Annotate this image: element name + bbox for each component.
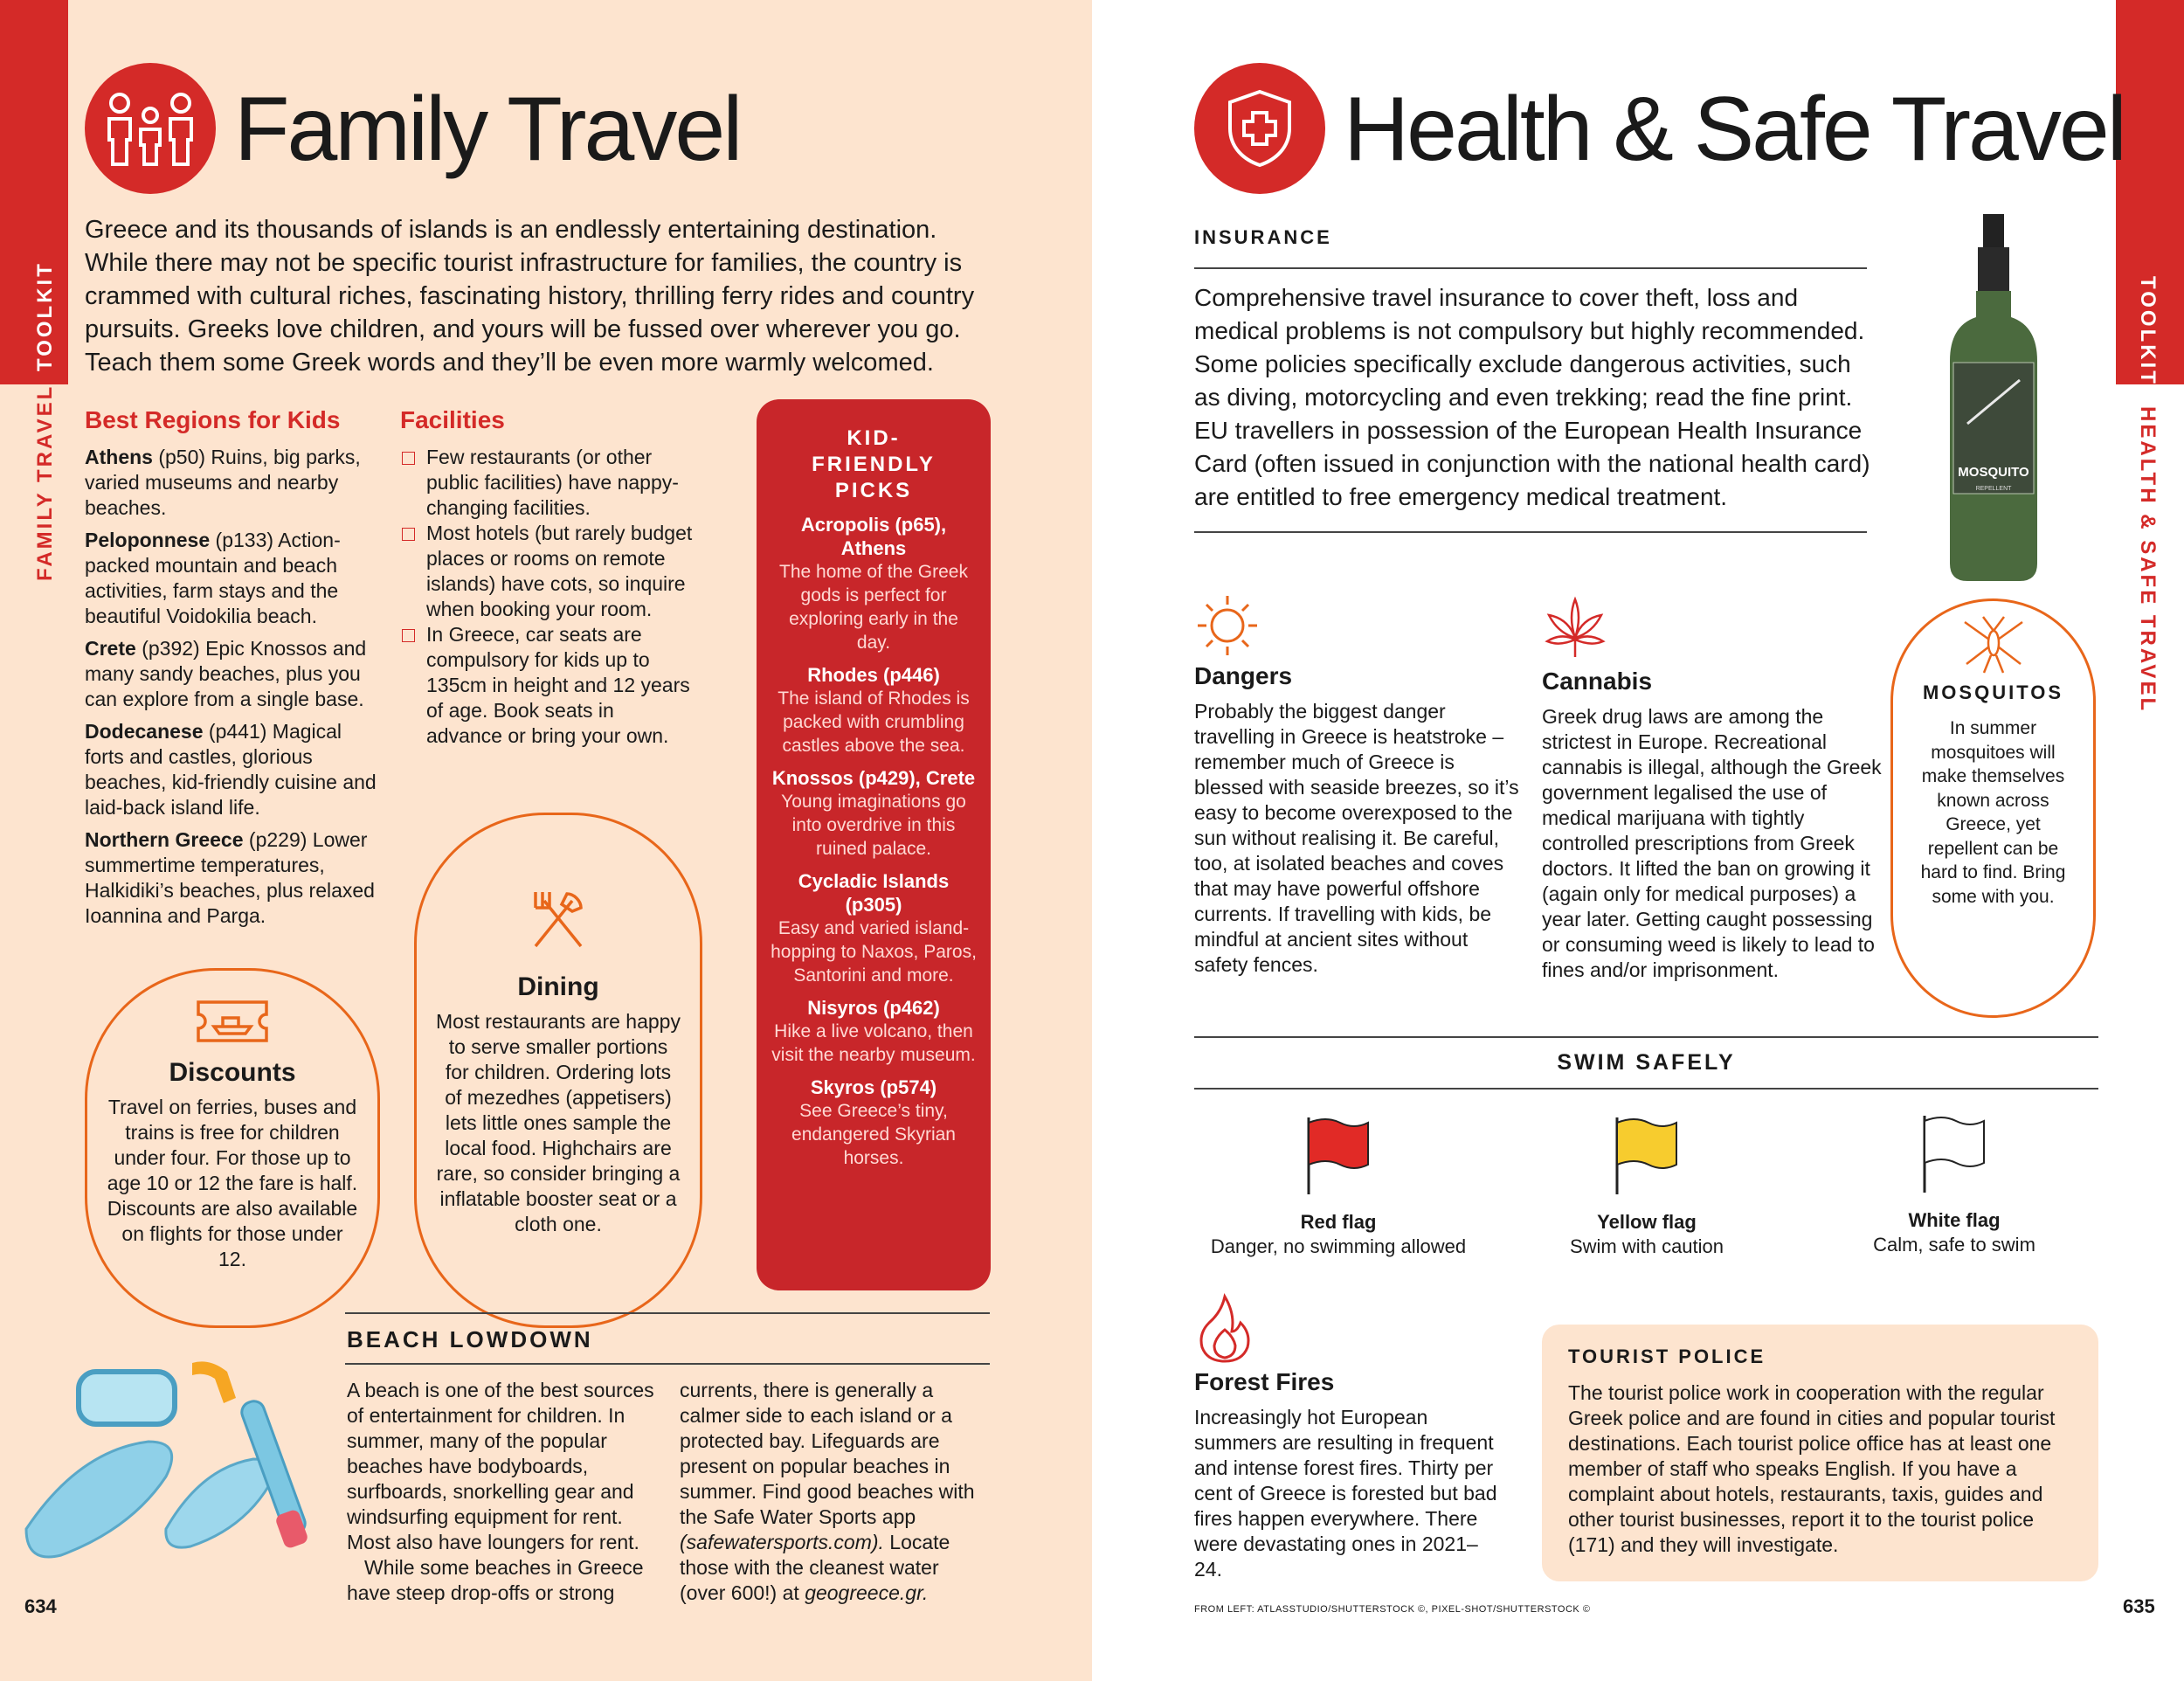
insurance-text: Comprehensive travel insurance to cover theft, loss and medical problems is not compulsory but highly recommended. Some policies specifically exclude dangerous activities, such as diving, motorcycling and even trekking; read the fine print. EU travellers in possession of the European Health Insurance Card (often issued in conjunction with the national health card) are entitled to free emergency medical treatment.	[1194, 284, 1870, 510]
pick-name: Rhodes (p446)	[807, 664, 940, 686]
mosquitos-pill	[1890, 598, 2096, 1018]
insurance-heading: INSURANCE	[1194, 226, 1332, 248]
dangers-text: Probably the biggest danger travelling in Greece is heatstroke – remember much of Greece is blessed with seaside breezes, so it’s easy to become overexposed to the sun without realising it. Be careful, too, at isolated beaches and coves that may have powerful offshore currents. If travelling with kids, be mindful at ancient sites without safety fences.	[1194, 700, 1519, 976]
photo-credit: FROM LEFT: ATLASSTUDIO/SHUTTERSTOCK ©, PIXEL-SHOT/SHUTTERSTOCK ©	[1194, 1604, 1591, 1615]
mosquitos-text: In summer mosquitoes will make themselves known across Greece, yet repellent can be hard to find. Bring some with you.	[1920, 718, 2066, 907]
pick-name: Nisyros (p462)	[807, 997, 940, 1019]
ticket-icon	[193, 995, 272, 1048]
page-title-left: Family Travel	[234, 79, 741, 180]
fires-block	[1194, 1293, 1500, 1582]
page-number-right: 635	[2123, 1595, 2155, 1617]
facility-item: Few restaurants (or other public facilities) have nappy-changing facilities.	[400, 445, 693, 521]
dining-heading: Dining	[517, 972, 599, 1001]
discounts-heading: Discounts	[169, 1058, 296, 1087]
intro-line: Teach them some Greek words and they’ll be even more warmly welcomed.	[85, 349, 934, 377]
region-entry: Crete (p392) Epic Knossos and many sandy beaches, plus you can explore from a single base.	[85, 637, 367, 710]
intro-line: While there may not be specific tourist infrastructure for families, the country is	[85, 249, 963, 277]
region-entry: Athens (p50) Ruins, big parks, varied museums and nearby beaches.	[85, 446, 361, 519]
beach-rule-top	[345, 1312, 990, 1314]
red-flag-item	[1194, 1114, 1482, 1259]
swim-rule-top	[1194, 1036, 2098, 1038]
cannabis-text: Greek drug laws are among the strictest in Europe. Recreational cannabis is illegal, although the Greek government legalised the use of medical marijuana with tightly controlled prescriptions from Greek doctors. It lifted the ban on growing it (again only for medical purposes) a year later. Getting caught possessing or consuming weed is likely to lead to fines and/or imprisonment.	[1542, 705, 1882, 981]
intro-text	[85, 213, 1011, 379]
cannabis-leaf-icon	[1542, 594, 1608, 661]
flag-name: White flag	[1908, 1209, 2001, 1231]
bottle-label: MOSQUITO	[1958, 465, 2029, 480]
flame-icon	[1194, 1293, 1255, 1363]
insurance-rule-top	[1194, 267, 1867, 269]
safewater-link[interactable]: (safewatersports.com).	[680, 1531, 884, 1553]
discounts-text: Travel on ferries, buses and trains is free for children under four. For those up to age 10 or 12 the fare is half. Discounts are also available on flights for those under 12.	[107, 1096, 358, 1270]
regions-heading: Best Regions for Kids	[85, 406, 341, 433]
pick-name: Knossos (p429), Crete	[771, 767, 976, 789]
shield-cross-icon	[1194, 63, 1325, 194]
beach-heading: BEACH LOWDOWN	[347, 1326, 593, 1352]
facility-item: Most hotels (but rarely budget places or rooms on remote islands) have cots, so inquire when booking your room.	[400, 521, 693, 622]
pick-desc: Hike a live volcano, then visit the nearby museum.	[771, 1021, 976, 1065]
pick-name: Acropolis (p65), Athens	[800, 514, 947, 559]
family-icon	[85, 63, 216, 194]
running-head-right: HEALTH & SAFE TRAVEL	[2136, 406, 2160, 714]
facilities-heading: Facilities	[400, 406, 505, 433]
bottle-sublabel: REPELLENT	[1975, 486, 2012, 492]
running-head-left: FAMILY TRAVEL	[33, 384, 57, 581]
flag-desc: Danger, no swimming allowed	[1210, 1235, 1467, 1257]
mosquito-icon	[1954, 608, 2033, 678]
repellent-bottle-photo	[1941, 214, 2046, 581]
toolkit-tab-right	[2116, 0, 2184, 384]
region-entry: Dodecanese (p441) Magical forts and castles, glorious beaches, kid-friendly cuisine and laid-back island life.	[85, 720, 377, 819]
pick-desc: Young imaginations go into overdrive in this ruined palace.	[781, 792, 966, 859]
toolkit-tab-left	[0, 0, 68, 384]
region-entry: Northern Greece (p229) Lower summertime temperatures, Halkidiki’s beaches, plus relaxed Ioannina and Parga.	[85, 828, 375, 927]
beach-col-1	[347, 1378, 663, 1606]
pick-desc: Easy and varied island-hopping to Naxos, Paros, Santorini and more.	[771, 918, 977, 986]
mosquitos-heading: MOSQUITOS	[1922, 681, 2064, 703]
sun-icon	[1194, 591, 1261, 657]
yellow-flag-item	[1503, 1114, 1791, 1259]
intro-line: crammed with cultural riches, fascinating history, thrilling ferry rides and country	[85, 282, 975, 310]
beach-col-2: currents, there is generally a calmer side to each island or a protected bay. Lifeguards are present on popular beaches in summer. Find good beaches with the Safe Water Sports app (safewatersports.com). Locate those with the cleanest water (over 600!) at geogreece.gr.	[680, 1379, 975, 1604]
toolkit-tab-label: TOOLKIT	[2136, 276, 2160, 386]
dining-pill	[414, 813, 702, 1328]
flag-desc: Swim with caution	[1569, 1235, 1724, 1257]
insurance-rule-bottom	[1194, 531, 1867, 533]
cannabis-heading: Cannabis	[1542, 668, 1653, 695]
discounts-pill	[85, 968, 380, 1328]
yellow-flag-icon	[1612, 1114, 1682, 1198]
cannabis-block	[1542, 594, 1887, 983]
fires-heading: Forest Fires	[1194, 1368, 1335, 1395]
toolkit-tab-label: TOOLKIT	[33, 261, 57, 371]
intro-line: Greece and its thousands of islands is an endlessly entertaining destination.	[85, 216, 937, 244]
white-flag-icon	[1919, 1112, 1989, 1196]
police-heading: TOURIST POLICE	[1568, 1345, 1766, 1367]
red-flag-icon	[1303, 1114, 1373, 1198]
pick-desc: The island of Rhodes is packed with crumbling castles above the sea.	[778, 688, 970, 756]
kid-friendly-picks-box	[757, 399, 991, 1290]
snorkel-fins-photo	[17, 1354, 341, 1573]
page-number-left: 634	[24, 1595, 57, 1617]
beach-para: A beach is one of the best sources of entertainment for children. In summer, many of the popular beaches have bodyboards, surfboards, snorkelling gear and windsurfing equipment for rent. Most also have loungers for rent.	[347, 1379, 654, 1553]
region-entry: Peloponnese (p133) Action-packed mountain and beach activities, farm stays and the beautiful Voidokilia beach.	[85, 529, 341, 627]
pick-name: Cycladic Islands (p305)	[798, 870, 950, 916]
intro-line: pursuits. Greeks love children, and yours will be fussed over wherever you go.	[85, 315, 961, 343]
regions-column	[85, 406, 382, 936]
geogreece-link[interactable]: geogreece.gr.	[805, 1581, 929, 1604]
flag-name: Yellow flag	[1597, 1211, 1697, 1233]
dangers-block	[1194, 591, 1522, 978]
swim-rule-bottom	[1194, 1088, 2098, 1090]
police-text: The tourist police work in cooperation with the regular Greek police and are found in cities and popular tourist destinations. Each tourist police office has at least one member of staff who speaks English. If you have a complaint about hotels, restaurants, taxis, guides and other tourist businesses, report it to the tourist police (171) and they will investigate.	[1568, 1381, 2056, 1556]
white-flag-item	[1810, 1112, 2098, 1257]
kid-picks-heading: KID-FRIENDLY PICKS	[812, 426, 936, 502]
dining-text: Most restaurants are happy to serve smaller portions for children. Ordering lots of mezedhes (appetisers) lets little ones sample the local food. Highchairs are rare, so consider bringing a inflatable booster seat or a cloth one.	[436, 1010, 681, 1235]
facility-item: In Greece, car seats are compulsory for kids up to 135cm in height and 12 years of age. Book seats in advance or bring your own.	[400, 622, 693, 749]
facilities-column	[400, 406, 693, 749]
beach-rule-bottom	[345, 1363, 990, 1365]
pick-name: Skyros (p574)	[810, 1076, 937, 1098]
dangers-heading: Dangers	[1194, 662, 1293, 689]
swim-heading: SWIM SAFELY	[1557, 1050, 1736, 1075]
flag-name: Red flag	[1300, 1211, 1377, 1233]
cutlery-icon	[523, 885, 593, 955]
pick-desc: The home of the Greek gods is perfect for exploring early in the day.	[779, 562, 968, 653]
fires-text: Increasingly hot European summers are resulting in frequent and intense forest fires. Thirty per cent of Greece is forested but bad fires happen everywhere. There were devastating ones in 2021–24.	[1194, 1406, 1497, 1581]
pick-desc: See Greece’s tiny, endangered Skyrian horses.	[791, 1101, 956, 1168]
flag-desc: Calm, safe to swim	[1873, 1234, 2035, 1256]
page-title-right: Health & Safe Travel	[1344, 79, 2125, 180]
tourist-police-box	[1542, 1325, 2098, 1581]
beach-para: While some beaches in Greece have steep drop-offs or strong	[347, 1556, 644, 1604]
